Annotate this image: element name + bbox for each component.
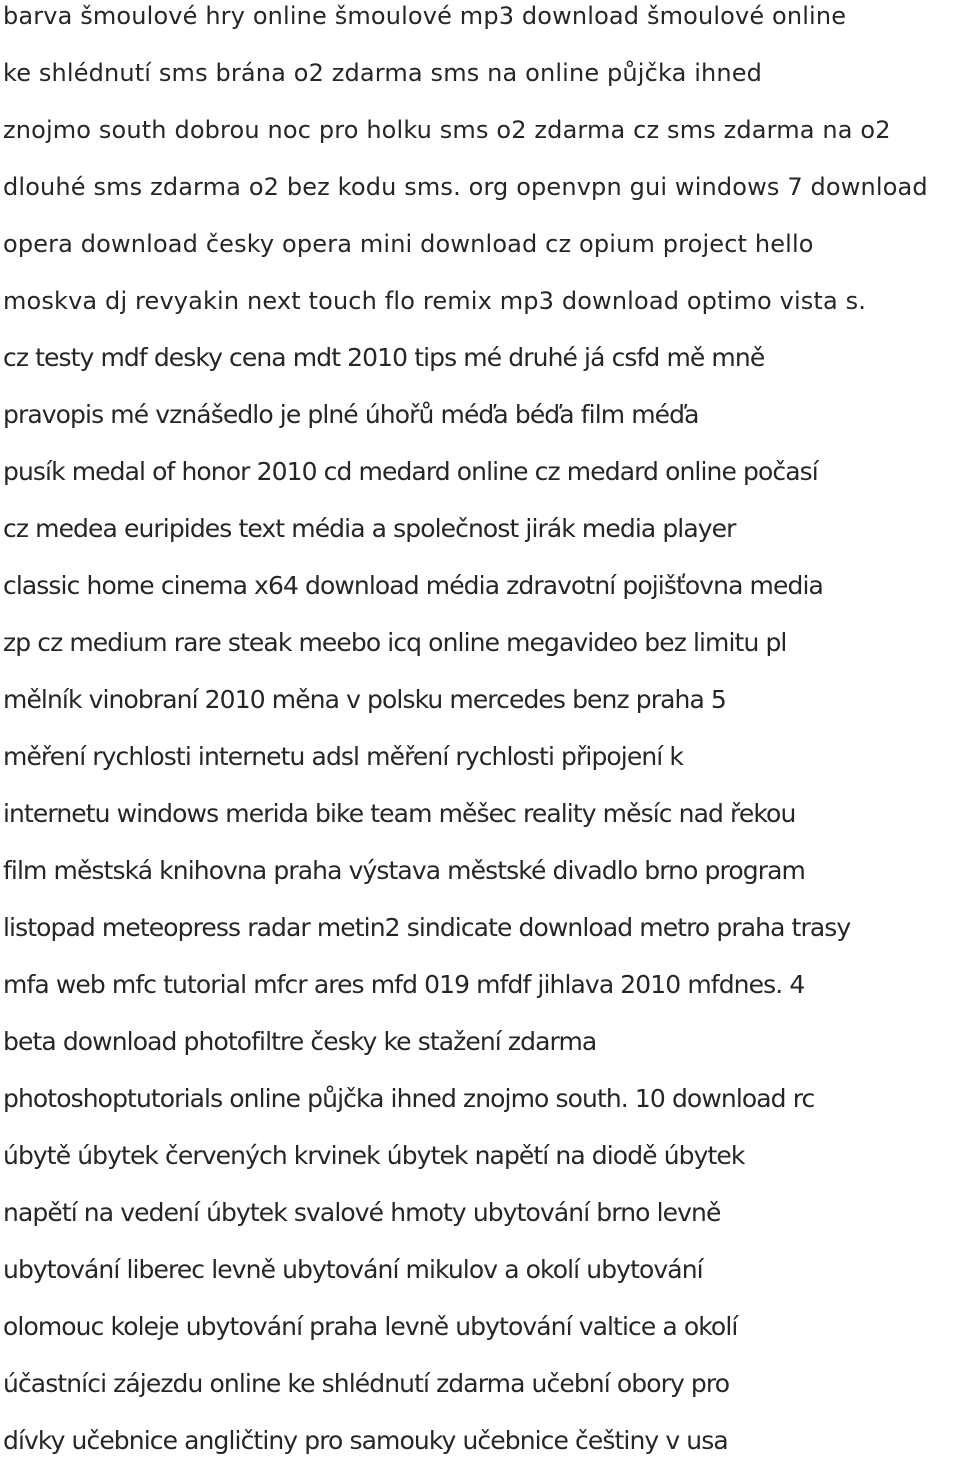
text-line: cz medea euripides text média a společnost jirák media player <box>3 514 736 543</box>
text-line: měření rychlosti internetu adsl měření rychlosti připojení k <box>3 742 683 771</box>
text-line: účastníci zájezdu online ke shlédnutí zdarma učební obory pro <box>3 1369 730 1398</box>
text-line: opera download česky opera mini download cz opium project hello <box>3 230 814 258</box>
text-line: olomouc koleje ubytování praha levně ubytování valtice a okolí <box>3 1312 738 1341</box>
text-line: pravopis mé vznášedlo je plné úhořů méďa béďa film méďa <box>3 400 699 429</box>
text-line: dívky učebnice angličtiny pro samouky učebnice češtiny v usa <box>3 1426 728 1455</box>
text-line: cz testy mdf desky cena mdt 2010 tips mé druhé já csfd mě mně <box>3 343 765 372</box>
text-line: internetu windows merida bike team měšec reality měsíc nad řekou <box>3 799 796 828</box>
text-line: napětí na vedení úbytek svalové hmoty ubytování brno levně <box>3 1198 721 1227</box>
text-line: film městská knihovna praha výstava městské divadlo brno program <box>3 856 805 885</box>
text-line: mfa web mfc tutorial mfcr ares mfd 019 mfdf jihlava 2010 mfdnes. 4 <box>3 970 805 999</box>
text-line: mělník vinobraní 2010 měna v polsku mercedes benz praha 5 <box>3 685 726 714</box>
text-line: zp cz medium rare steak meebo icq online megavideo bez limitu pl <box>3 628 787 657</box>
text-line: classic home cinema x64 download média zdravotní pojišťovna media <box>3 571 823 600</box>
text-line: beta download photofiltre česky ke stažení zdarma <box>3 1027 597 1056</box>
text-line: photoshoptutorials online půjčka ihned znojmo south. 10 download rc <box>3 1084 815 1113</box>
text-line: ke shlédnutí sms brána o2 zdarma sms na online půjčka ihned <box>3 59 763 87</box>
text-line: listopad meteopress radar metin2 sindicate download metro praha trasy <box>3 913 851 942</box>
text-line: pusík medal of honor 2010 cd medard online cz medard online počasí <box>3 457 818 486</box>
text-line: barva šmoulové hry online šmoulové mp3 download šmoulové online <box>3 2 847 30</box>
text-line: úbytě úbytek červených krvinek úbytek napětí na diodě úbytek <box>3 1141 745 1170</box>
text-line: znojmo south dobrou noc pro holku sms o2 zdarma cz sms zdarma na o2 <box>3 116 891 144</box>
text-line: ubytování liberec levně ubytování mikulov a okolí ubytování <box>3 1255 703 1284</box>
text-line: moskva dj revyakin next touch flo remix mp3 download optimo vista s. <box>3 287 867 315</box>
text-line: dlouhé sms zdarma o2 bez kodu sms. org openvpn gui windows 7 download <box>3 173 928 201</box>
